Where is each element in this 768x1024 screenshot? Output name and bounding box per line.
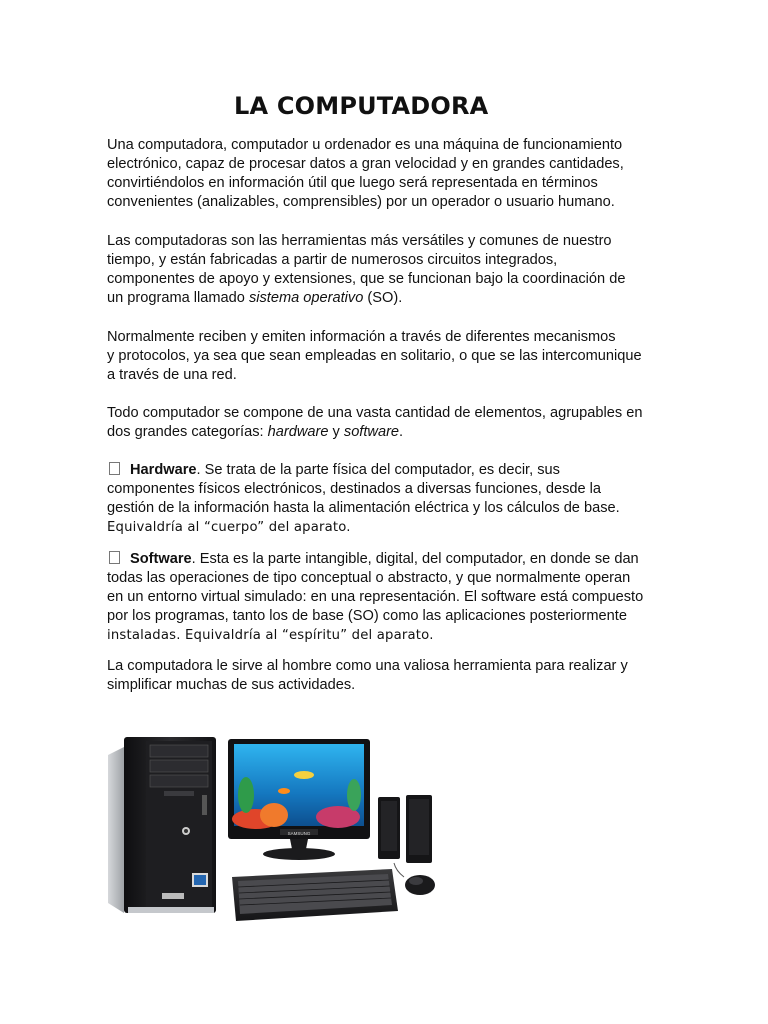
text-segment: un programa llamado — [107, 290, 249, 306]
speakers — [378, 795, 432, 863]
text-line: instaladas. Equivaldría al “espíritu” del aparato. — [107, 628, 434, 643]
bullet-box-icon — [109, 462, 120, 475]
monitor-brand-text: SAMSUNG — [287, 831, 311, 836]
mouse — [394, 863, 435, 895]
paragraph-conclusion — [107, 657, 667, 695]
text-line: a través de una red. — [107, 367, 237, 383]
paragraph-intro — [107, 136, 667, 212]
bullet-term: Software — [130, 551, 192, 567]
text-line: Una computadora, computador u ordenador es una máquina de funcionamiento — [107, 137, 623, 153]
paragraph-communication — [107, 328, 667, 385]
computer-illustration — [106, 735, 440, 927]
text-line: La computadora le sirve al hombre como una valiosa herramienta para realizar y — [107, 658, 628, 674]
paragraph-tools — [107, 232, 667, 308]
text-segment: y — [328, 424, 344, 440]
text-segment: . Se trata de la parte física del computador, es decir, sus — [196, 462, 560, 478]
keyboard — [232, 869, 398, 921]
text-line: componentes físicos electrónicos, destinados a diversas funciones, desde la — [107, 481, 602, 497]
text-line: todas las operaciones de tipo conceptual o abstracto, y que normalmente operan — [107, 570, 631, 586]
text-line: tiempo, y están fabricadas a partir de numerosos circuitos integrados, — [107, 252, 558, 268]
text-line — [107, 550, 667, 569]
emphasis-text: hardware — [267, 424, 329, 440]
text-line: y protocolos, ya sea que sean empleadas en solitario, o que se las intercomunique — [107, 348, 642, 364]
emphasis-text: software — [343, 424, 400, 440]
bullet-term: Hardware — [130, 462, 197, 478]
tower-case — [108, 737, 216, 913]
text-line: Las computadoras son las herramientas más versátiles y comunes de nuestro — [107, 233, 612, 249]
text-line: electrónico, capaz de procesar datos a gran velocidad y en grandes cantidades, — [107, 156, 624, 172]
text-line: en un entorno virtual simulado: en una representación. El software está compuesto — [107, 589, 644, 605]
emphasis-text: sistema operativo — [248, 290, 364, 306]
text-segment: dos grandes categorías: — [107, 424, 268, 440]
text-line — [107, 289, 667, 308]
text-segment: . Esta es la parte intangible, digital, del computador, en donde se dan — [191, 551, 639, 567]
text-line: componentes de apoyo y extensiones, que se funcionan bajo la coordinación de — [107, 271, 626, 287]
text-line — [107, 461, 667, 480]
text-segment: . — [399, 424, 404, 440]
text-line: Normalmente reciben y emiten información a través de diferentes mecanismos — [107, 329, 616, 345]
bullet-hardware — [107, 461, 667, 537]
text-line: Todo computador se compone de una vasta cantidad de elementos, agrupables en — [107, 405, 643, 421]
bullet-software — [107, 550, 667, 645]
bullet-box-icon — [109, 551, 120, 564]
text-line: por los programas, tanto los de base (SO) como las aplicaciones posteriormente — [107, 608, 627, 624]
monitor — [228, 739, 370, 860]
text-line: gestión de la información hasta la alimentación eléctrica y los cálculos de base. — [107, 500, 620, 516]
text-segment: (SO). — [363, 290, 403, 306]
page-title: LA COMPUTADORA — [234, 92, 489, 120]
paragraph-categories — [107, 404, 667, 442]
text-line — [107, 423, 667, 442]
text-line: Equivaldría al “cuerpo” del aparato. — [107, 520, 351, 535]
text-line: convirtiéndolos en información útil que luego será representada en términos — [107, 175, 598, 191]
text-line: simplificar muchas de sus actividades. — [107, 677, 356, 693]
text-line: convenientes (analizables, comprensibles) por un operador o usuario humano. — [107, 194, 615, 210]
